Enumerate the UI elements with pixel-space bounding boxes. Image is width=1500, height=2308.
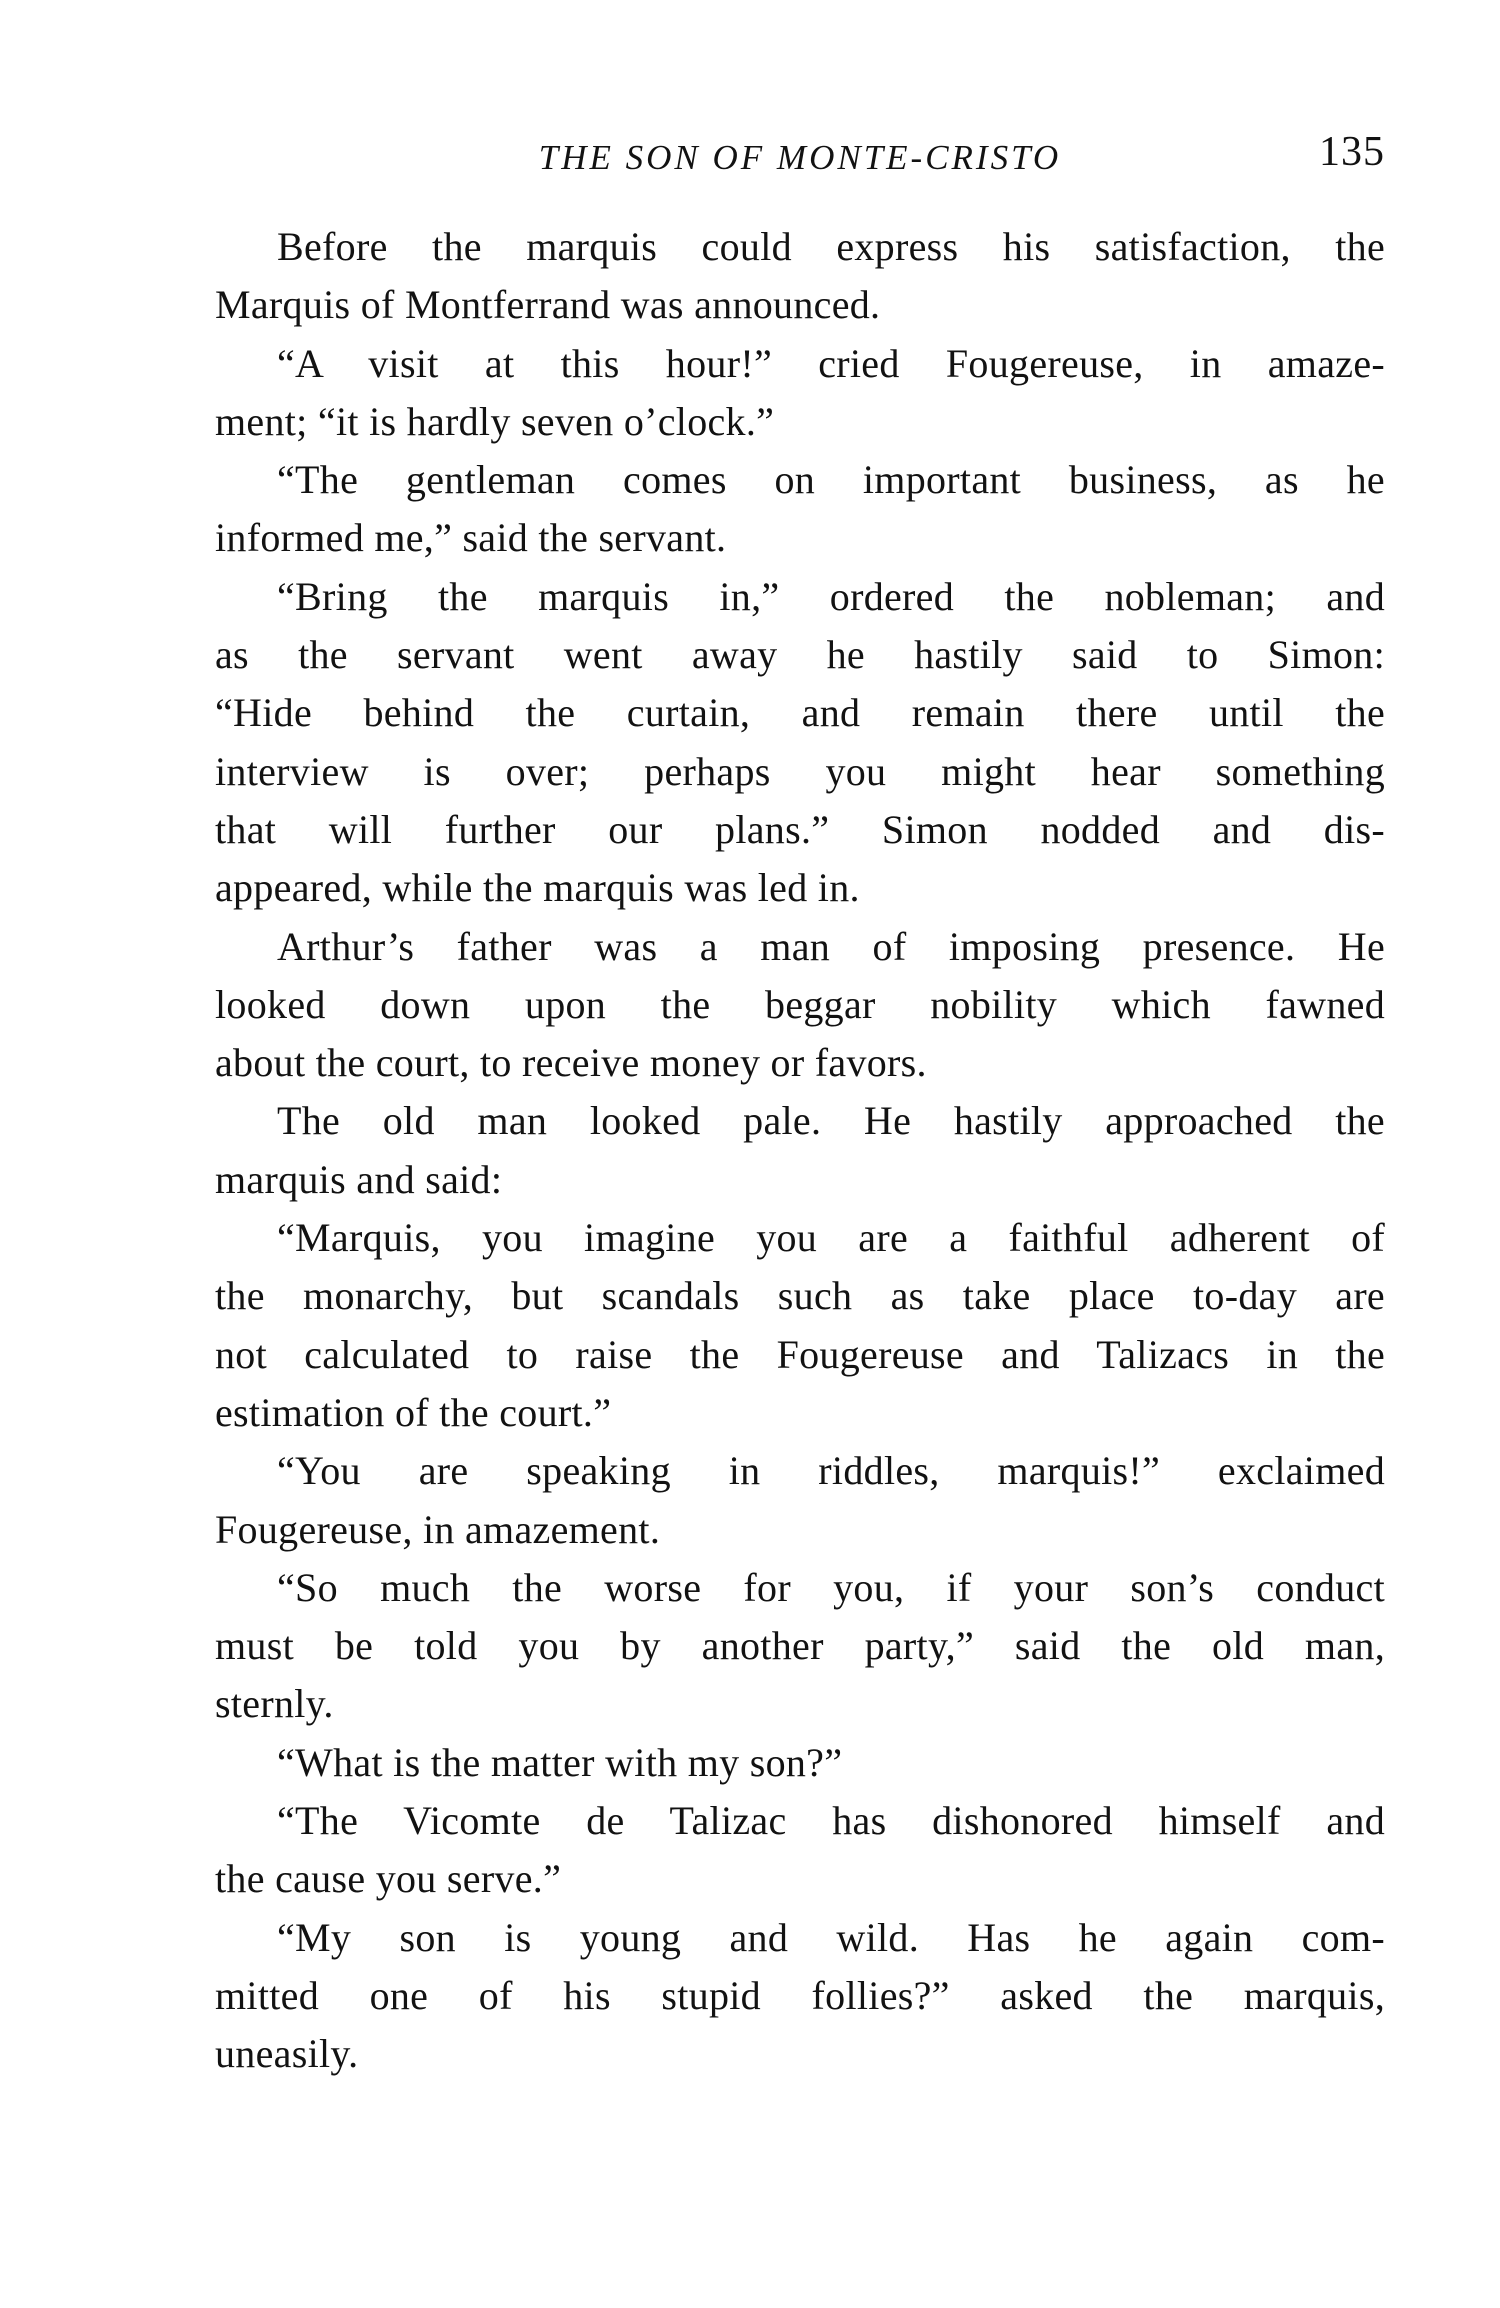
text-line: “The gentleman comes on important business, as he [277,457,1385,503]
text-line: “So much the worse for you, if your son’s conduct [277,1564,1385,1610]
text-line: “Hide behind the curtain, and remain there until the [215,690,1385,736]
text-line: Arthur’s father was a man of imposing presence. He [277,923,1385,969]
text-line: appeared, while the marquis was led in. [215,865,860,911]
paragraph [215,918,1385,1093]
text-line: “Marquis, you imagine you are a faithful adherent of [277,1215,1385,1261]
text-line: “What is the matter with my son?” [277,1739,843,1785]
text-line: ment; “it is hardly seven o’clock.” [215,398,775,444]
text-line: Fougereuse, in amazement. [215,1506,661,1552]
paragraph [215,218,1385,335]
paragraph [215,1734,1385,1792]
paragraph [215,568,1385,918]
text-line: must be told you by another party,” said the old man, [215,1623,1385,1669]
text-line: the monarchy, but scandals such as take place to-day are [215,1273,1385,1319]
paragraph [215,1092,1385,1209]
paragraph [215,1559,1385,1734]
text-line: “The Vicomte de Talizac has dishonored himself and [277,1798,1385,1844]
text-line: “A visit at this hour!” cried Fougereuse, in amaze- [277,340,1385,386]
text-line: interview is over; perhaps you might hear something [215,748,1385,794]
text-line: estimation of the court.” [215,1389,612,1435]
text-line: Before the marquis could express his satisfaction, the [277,224,1385,269]
body-text [215,218,1385,2084]
text-line: The old man looked pale. He hastily approached the [277,1098,1385,1144]
paragraph [215,1442,1385,1559]
text-line: not calculated to raise the Fougereuse and Talizacs in the [215,1331,1385,1377]
paragraph [215,335,1385,452]
paragraph [215,1209,1385,1442]
text-line: sternly. [215,1681,334,1727]
running-head [215,128,1385,188]
text-line: marquis and said: [215,1156,503,1202]
text-line: that will further our plans.” Simon nodded and dis- [215,806,1385,852]
text-line: “Bring the marquis in,” ordered the nobleman; and [277,573,1385,619]
text-line: uneasily. [215,2031,359,2077]
text-line: looked down upon the beggar nobility which fawned [215,981,1385,1027]
paragraph [215,451,1385,568]
text-line: mitted one of his stupid follies?” asked the marquis, [215,1972,1385,2018]
paragraph [215,1792,1385,1909]
text-line: the cause you serve.” [215,1856,562,1902]
page-number: 135 [1319,129,1385,175]
running-title: THE SON OF MONTE-CRISTO [538,138,1062,177]
text-line: as the servant went away he hastily said to Simon: [215,632,1385,678]
text-line: about the court, to receive money or favors. [215,1040,927,1086]
text-line: informed me,” said the servant. [215,515,727,561]
text-line: “You are speaking in riddles, marquis!” exclaimed [277,1448,1385,1494]
text-line: Marquis of Montferrand was announced. [215,282,881,328]
paragraph [215,1909,1385,2084]
text-line: “My son is young and wild. Has he again com- [277,1914,1385,1960]
